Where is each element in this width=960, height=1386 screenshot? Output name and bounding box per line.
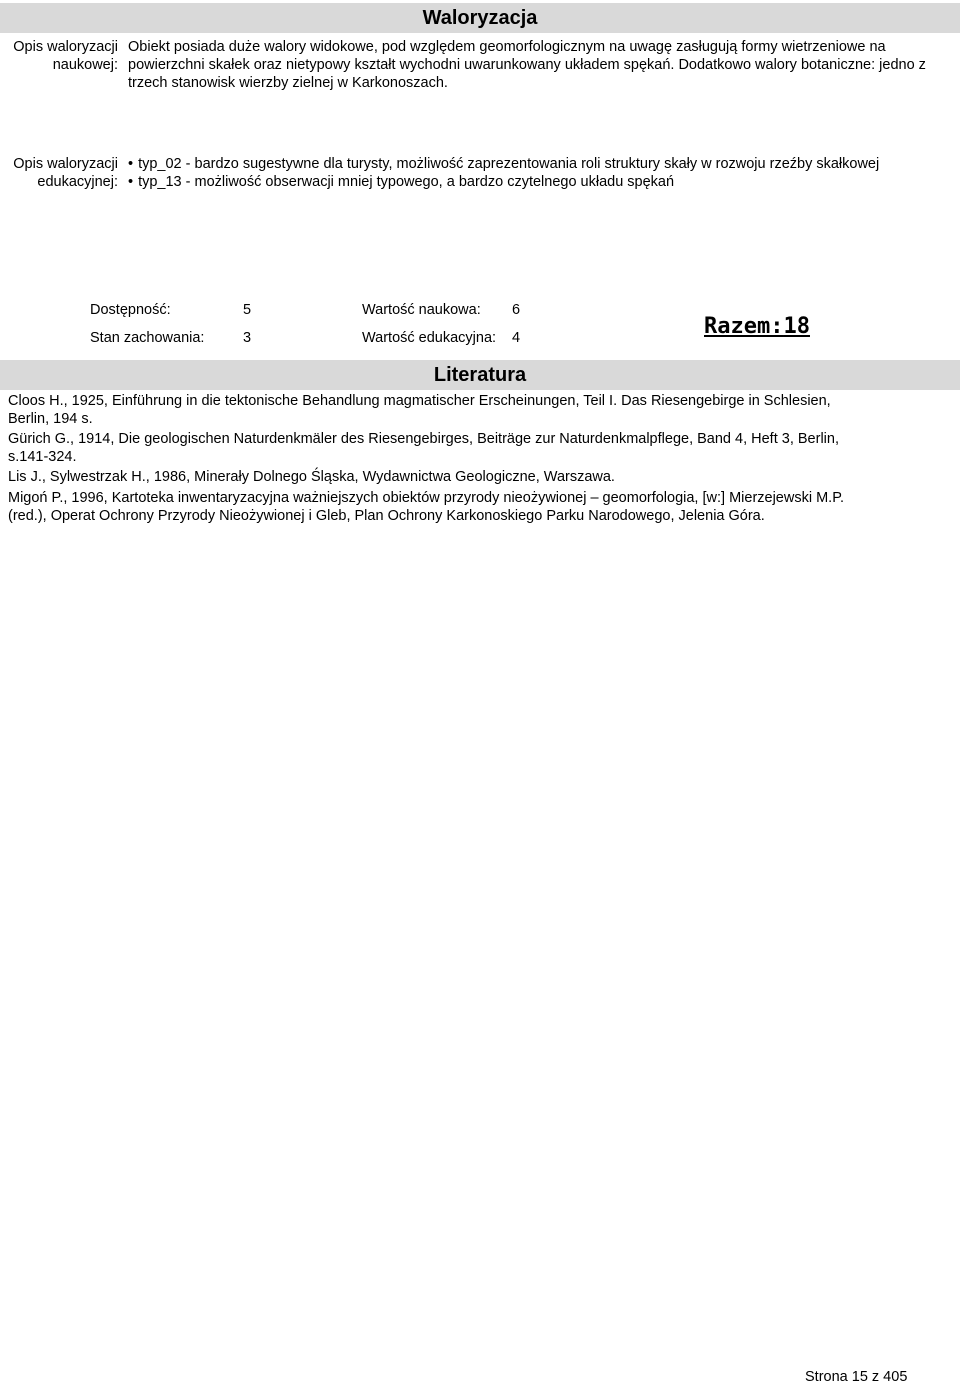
dostepnosc-label: Dostępność: xyxy=(90,302,171,318)
opis-edukacyjny-label-line2: edukacyjnej: xyxy=(37,174,118,190)
literature-entry: Migoń P., 1996, Kartoteka inwentaryzacyjna ważniejszych obiektów przyrody nieożywionej – geomorfologia, [w:] Mierzejewski M.P. (red.), Operat Ochrony Przyrody Nieożywionej i Gleb, Plan Ochrony Karkonoskiego Parku Narodowego, Jelenia Góra. xyxy=(8,490,845,524)
opis-naukowy-label xyxy=(0,38,118,74)
opis-edukacyjny-label xyxy=(0,155,118,191)
wartosc-edukacyjna-label: Wartość edukacyjna: xyxy=(362,330,497,346)
wartosc-naukowa-label: Wartość naukowa: xyxy=(362,302,481,318)
razem-label: Razem: xyxy=(704,314,784,339)
opis-edukacyjny-item: • typ_13 - możliwość obserwacji mniej typowego, a bardzo czytelnego układu spękań xyxy=(128,173,948,191)
opis-naukowy-text: Obiekt posiada duże walory widokowe, pod względem geomorfologicznym na uwagę zasługują formy wietrzeniowe na powierzchni skałek oraz nietypowy kształt wychodni uwarunkowany układem spękań. Dodatkowo walory botaniczne: jedno z trzech stanowisk wierzby zielnej w Karkonoszach. xyxy=(128,39,926,91)
stan-zachowania-value: 3 xyxy=(243,330,252,346)
opis-edukacyjny-item: • typ_02 - bardzo sugestywne dla turysty, możliwość zaprezentowania roli struktury skały w rozwoju rzeźby skałkowej xyxy=(128,155,948,173)
literature-entry: Gürich G., 1914, Die geologischen Naturdenkmäler des Riesengebirges, Beiträge zur Naturdenkmalpflege, Band 4, Heft 3, Berlin, s.141-324. xyxy=(8,431,839,465)
opis-edukacyjny-label-line1: Opis waloryzacji xyxy=(13,156,118,172)
page-number: Strona 15 z 405 xyxy=(805,1369,908,1385)
section-header-waloryzacja: Waloryzacja xyxy=(0,3,960,33)
literature-entry: Cloos H., 1925, Einführung in die tektonische Behandlung magmatischer Erscheinungen, Teil I. Das Riesengebirge in Schlesien, Berlin, 194 s. xyxy=(8,393,831,427)
wartosc-edukacyjna-value: 4 xyxy=(512,330,521,346)
section-header-literatura: Literatura xyxy=(0,360,960,390)
razem-total xyxy=(704,314,810,340)
wartosc-naukowa-value: 6 xyxy=(512,302,521,318)
opis-naukowy-label-line2: naukowej: xyxy=(52,57,118,73)
dostepnosc-value: 5 xyxy=(243,302,252,318)
literature-entry: Lis J., Sylwestrzak H., 1986, Minerały Dolnego Śląska, Wydawnictwa Geologiczne, Warszawa. xyxy=(8,469,615,485)
opis-naukowy-label-line1: Opis waloryzacji xyxy=(13,39,118,55)
stan-zachowania-label: Stan zachowania: xyxy=(90,330,205,346)
opis-edukacyjny-list xyxy=(128,155,948,191)
razem-value: 18 xyxy=(783,314,810,339)
